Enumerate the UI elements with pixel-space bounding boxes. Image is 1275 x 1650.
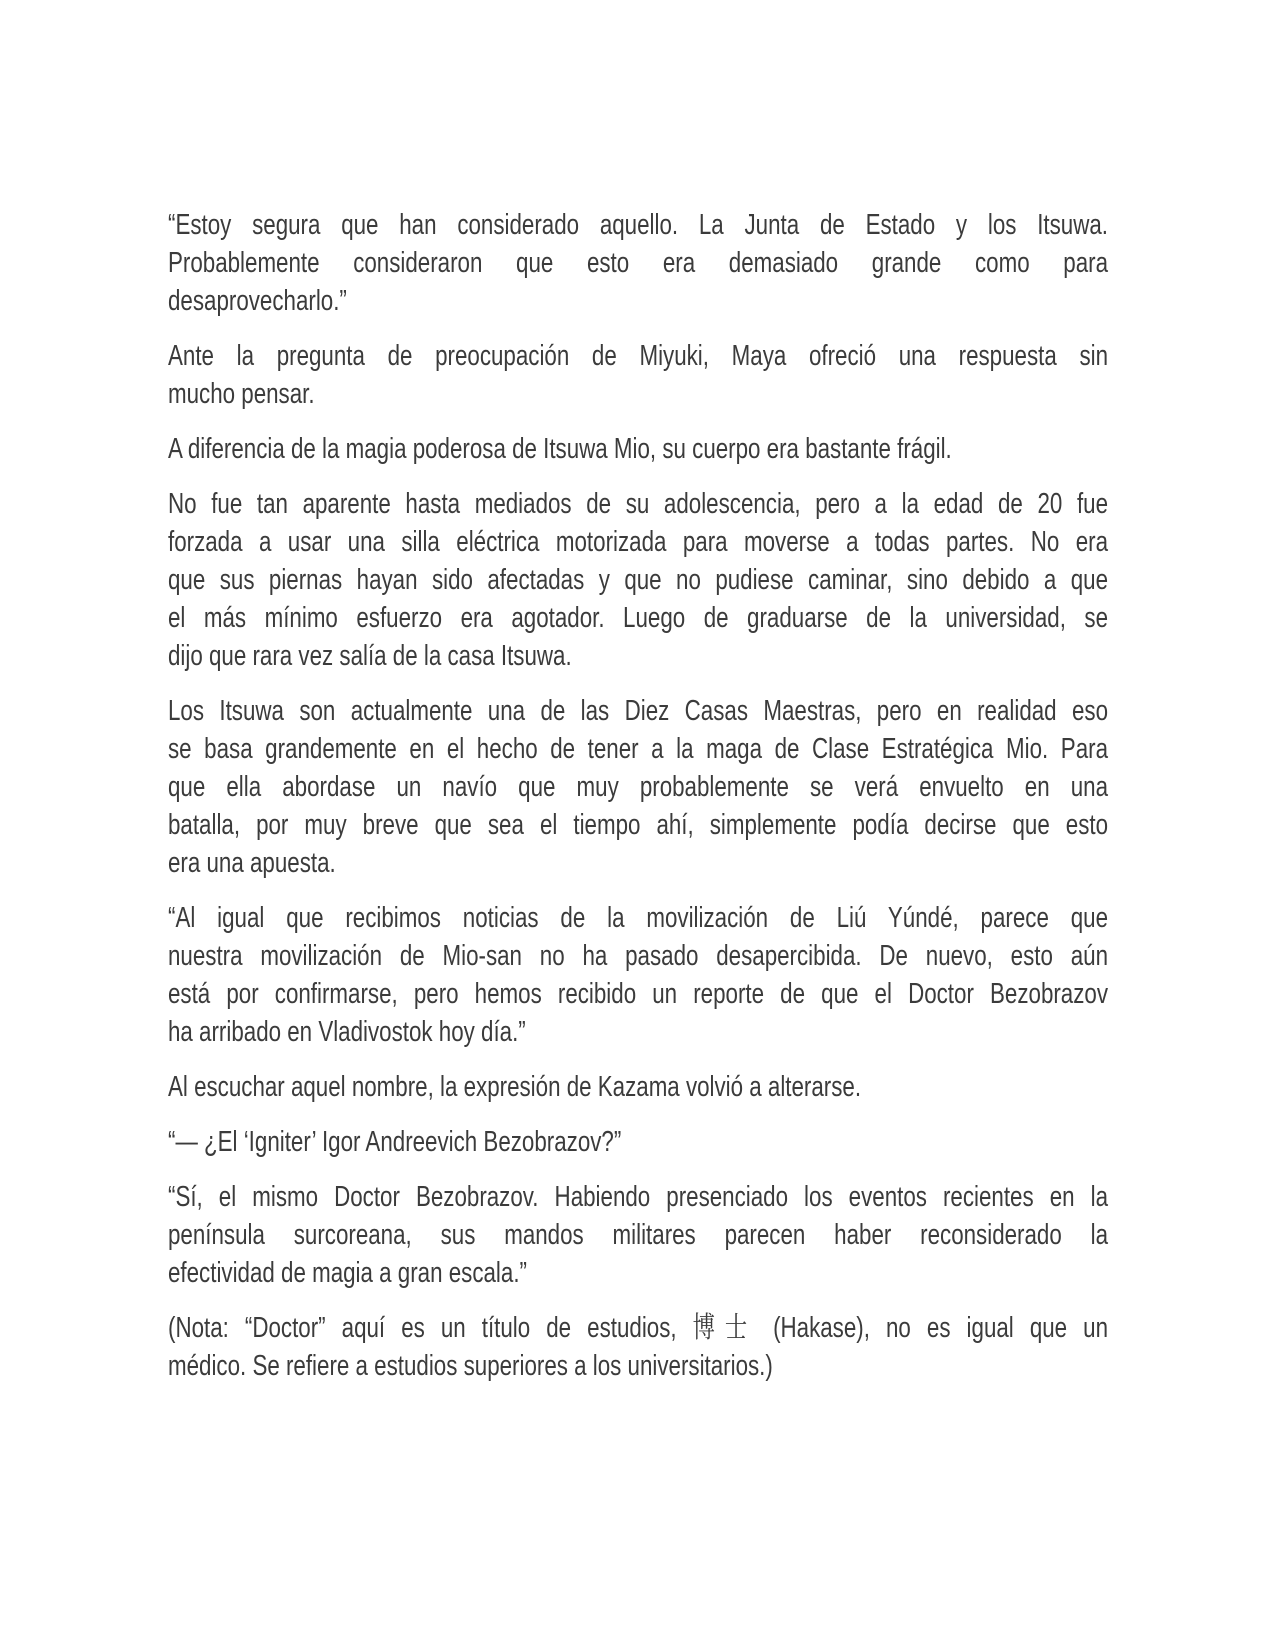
document-text-column bbox=[168, 206, 1108, 1402]
paragraph bbox=[168, 1309, 1108, 1385]
text-line: está por confirmarse, pero hemos recibido un reporte de que el Doctor Bezobrazov bbox=[168, 978, 1109, 1010]
paragraph bbox=[168, 692, 1108, 882]
text-line: batalla, por muy breve que sea el tiempo ahí, simplemente podía decirse que esto bbox=[168, 809, 1109, 841]
paragraph bbox=[168, 1123, 1108, 1161]
text-line: que ella abordase un navío que muy probablemente se verá envuelto en una bbox=[168, 771, 1109, 803]
text-line: “Sí, el mismo Doctor Bezobrazov. Habiendo presenciado los eventos recientes en la bbox=[168, 1181, 1109, 1213]
text-line: nuestra movilización de Mio-san no ha pasado desapercibida. De nuevo, esto aún bbox=[168, 940, 1109, 972]
text-line: península surcoreana, sus mandos militares parecen haber reconsiderado la bbox=[168, 1219, 1109, 1251]
text-line: dijo que rara vez salía de la casa Itsuwa. bbox=[168, 640, 572, 672]
paragraph bbox=[168, 485, 1108, 675]
text-line: Ante la pregunta de preocupación de Miyuki, Maya ofreció una respuesta sin bbox=[168, 340, 1109, 372]
text-line: “Al igual que recibimos noticias de la movilización de Liú Yúndé, parece que bbox=[168, 902, 1109, 934]
text-line: “Estoy segura que han considerado aquello. La Junta de Estado y los Itsuwa. bbox=[168, 209, 1109, 241]
paragraph bbox=[168, 206, 1108, 320]
paragraph bbox=[168, 337, 1108, 413]
text-line: el más mínimo esfuerzo era agotador. Luego de graduarse de la universidad, se bbox=[168, 602, 1109, 634]
paragraph bbox=[168, 1178, 1108, 1292]
text-line: (Nota: “Doctor” aquí es un título de estudios, 博士 (Hakase), no es igual que un bbox=[168, 1312, 1109, 1344]
text-line: Los Itsuwa son actualmente una de las Diez Casas Maestras, pero en realidad eso bbox=[168, 695, 1109, 727]
text-line: Al escuchar aquel nombre, la expresión de Kazama volvió a alterarse. bbox=[168, 1071, 862, 1103]
text-line: efectividad de magia a gran escala.” bbox=[168, 1257, 527, 1289]
paragraph bbox=[168, 899, 1108, 1051]
text-line: que sus piernas hayan sido afectadas y que no pudiese caminar, sino debido a que bbox=[168, 564, 1109, 596]
text-line: Probablemente consideraron que esto era demasiado grande como para bbox=[168, 247, 1109, 279]
text-line: era una apuesta. bbox=[168, 847, 336, 879]
text-line: médico. Se refiere a estudios superiores a los universitarios.) bbox=[168, 1350, 773, 1382]
paragraph bbox=[168, 1068, 1108, 1106]
text-line: No fue tan aparente hasta mediados de su adolescencia, pero a la edad de 20 fue bbox=[168, 488, 1109, 520]
text-line: forzada a usar una silla eléctrica motorizada para moverse a todas partes. No era bbox=[168, 526, 1109, 558]
text-line: mucho pensar. bbox=[168, 378, 315, 410]
text-line: “— ¿El ‘Igniter’ Igor Andreevich Bezobrazov?” bbox=[168, 1126, 622, 1158]
text-line: desaprovecharlo.” bbox=[168, 285, 347, 317]
text-line: se basa grandemente en el hecho de tener a la maga de Clase Estratégica Mio. Para bbox=[168, 733, 1109, 765]
text-line: A diferencia de la magia poderosa de Itsuwa Mio, su cuerpo era bastante frágil. bbox=[168, 433, 952, 465]
text-line: ha arribado en Vladivostok hoy día.” bbox=[168, 1016, 526, 1048]
paragraph bbox=[168, 430, 1108, 468]
